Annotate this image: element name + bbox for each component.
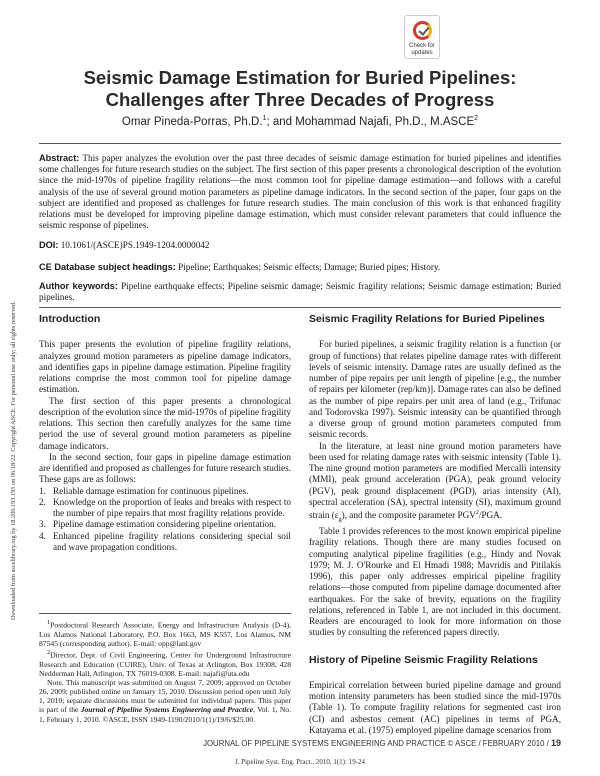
author-1: Omar Pineda-Porras, Ph.D. [121,115,263,128]
abstract-top-rule [39,143,561,144]
abstract [39,153,561,231]
page-number: 19 [550,738,561,748]
ce-headings-label: CE Database subject headings: [39,262,176,272]
download-side-note [4,190,16,620]
citation-line: J. Pipeline Syst. Eng. Pract., 2010, 1(1): 19-24 [234,758,366,766]
introduction-heading: Introduction [39,313,101,325]
history-heading: History of Pipeline Seismic Fragility Relations [309,653,538,666]
journal-footer [39,738,561,748]
footnote-1: $^1$Postdoctoral Research Associate, Energy and Infrastructure Analysis (D-4), Los Alamos National Laboratory, P.O. Box 1663, MS K557, Los Alamos, NM 87545 (corresponding author). E-mail: opp@lanl.gov [39,619,291,648]
intro-paragraph-1: This paper presents the evolution of pipeline fragility relations, analyzes ground motion parameters as pipeline damage indicators, and identifies gaps in pipeline damage estimation. Pipeline fragility relations comprise the most common tool for pipeline damage estimation. [39,339,291,395]
gaps-list [39,486,291,554]
right-column [309,314,561,736]
doi-link[interactable]: 10.1061/(ASCE)PS.1949-1204.0000042 [60,240,210,250]
list-item: 4. Enhanced pipeline fragility relations considering special soil and wave propagation conditions. [39,530,291,552]
footnotes [39,618,291,724]
fragility-relations-heading: Seismic Fragility Relations for Buried Pipelines [309,313,545,325]
keywords-label: Author keywords: [39,281,118,291]
intro-paragraph-3: In the second section, four gaps in pipeline damage estimation are identified and proposed as challenges for future research studies. These gaps are as follows: [39,451,291,485]
abstract-text: This paper analyzes the evolution over the past three decades of seismic damage estimation for buried pipelines and identifies some challenges for future research studies on the subject. The first section of this paper presents a chronological description of the evolution since the mid-1970s of pipeline fragility relations—the most common tool for pipeline damage estimation—and follows with a careful analysis of the use of several ground motion parameters as pipeline damage indicators. In the second section of the paper, four gaps on the subject are identified and proposed as challenges for future research studies. The main conclusion of this work is that enhanced fragility relations must be developed for improving pipeline damage estimation, which must consider relevant parameters that could influence the seismic response of pipelines. [39,153,561,231]
journal-footer-text: JOURNAL OF PIPELINE SYSTEMS ENGINEERING AND PRACTICE © ASCE / FEBRUARY 2010 / [203,739,551,748]
keywords-bottom-rule [39,307,561,308]
check-updates-icon [413,21,432,40]
paper-title: Seismic Damage Estimation for Buried Pipelines: Challenges after Three Decades of Progress [83,67,517,110]
author-2-affil: 2 [474,115,479,122]
list-item: 3. Pipeline damage estimation considering pipeline orientation. [39,519,276,530]
check-for-updates-badge[interactable] [404,15,440,59]
footnote-2: $^2$Director, Dept. of Civil Engineering, Center for Underground Infrastructure Research and Education (CUIRE), Univ. of Texas at Arlington, Box 19308, 428 Nedderman Hall, Arlington, TX 76019-0308. E-mail: najafi@uta.edu [39,649,291,678]
author-2: ; and Mohammad Najafi, Ph.D., M.ASCE [266,115,475,128]
fragility-paragraph-2: In the literature, at least nine ground motion parameters have been used for relating damage rates with seismic intensity (Table 1). The nine ground motion parameters are modified Mercalli intensity (MMI), peak ground acceleration (PGA), peak ground velocity (PGV), peak ground displacement (PGD), arias intensity (AI), spectral acceleration (SA), spectral intensity (SI), maximum ground strain $(\varepsilon_g)$, and the composite parameter PGV$^2$/PGA. [309,440,561,523]
ce-subject-headings [39,262,561,273]
abstract-label: Abstract: [39,153,80,163]
badge-line2: updates [411,50,433,56]
doi-line [39,240,561,251]
list-item: 1. Reliable damage estimation for continuous pipelines. [39,485,249,496]
manuscript-note: Note. This manuscript was submitted on August 7, 2009; approved on October 26, 2009; published online on January 15, 2010. Discussion period open until July 1, 2010; separate discussions must be submitted for individual papers. This paper is part of the Journal of Pipeline Systems Engineering and Practice, Vol. 1, No. 1, February 1, 2010. ©ASCE, ISSN 1949-1190/2010/1(1)/19/6/$25.00. [39,678,291,724]
ce-headings-text: Pipeline; Earthquakes; Seismic effects; Damage; Buried pipes; History. [178,262,441,272]
author-keywords [39,281,561,303]
author-1-affil: 1 [262,115,267,122]
left-column [39,314,291,553]
history-paragraph-1: Empirical correlation between buried pipeline damage and ground motion intensity parameters has been studied since the mid-1970s (Table 1). To compute fragility relations for segmented cast iron (CI) and asbestos cement (AC) pipelines in terms of PGA, Katayama et al. (1975) employed pipeline damage scenarios from [309,679,561,735]
fragility-paragraph-1: For buried pipelines, a seismic fragility relation is a function (or group of functions) that relates pipeline damage rates with different levels of seismic intensity. Damage rates are usually defined as the number of pipe repairs per unit length of pipeline [e.g., the number of repairs per kilometer (rep/km)]. Damage rates can also be defined as the number of pipe repairs per unit area of land (e.g., Trifunac and Todorovska 1997). Seismic intensity can be quantified through a diverse group of ground motion parameters computed from seismic records. [309,339,561,440]
footnote-rule [39,613,291,614]
list-item: 2. Knowledge on the proportion of leaks and breaks with respect to the number of pipe repairs that most fragility relations provide. [39,496,291,518]
keywords-text: Pipeline earthquake effects; Pipeline seismic damage; Seismic fragility relations; Seismic damage estimation; Buried pipelines. [39,281,561,303]
download-notice-text: Downloaded from ascelibrary.org by 18.206.193.195 on 06/18/22. Copyright ASCE. For personal use only; all rights reserved. [10,301,17,620]
doi-label: DOI: [39,240,59,250]
fragility-paragraph-3: Table 1 provides references to the most known empirical pipeline fragility relations. Though there are many studies focused on computing analytical pipeline fragilities (e.g., Hindy and Novak 1979; M. J. O'Rourke and El Hmadi 1988; Mavridis and Pitilakis 1996), this paper only addresses empirical pipeline fragility relations—those computed from pipeline damage documented after earthquakes. For the sake of brevity, equations on the fragility relations, referenced in Table 1, are not included in this document. Readers are encouraged to look for more information on those studies by consulting the referenced papers directly. [309,526,561,638]
intro-paragraph-2: The first section of this paper presents a chronological description of the evolution since the mid-1970s of pipeline fragility relations. This section then carefully analyzes for the same time period the use of several ground motion parameters as pipeline damage indicators. [39,395,291,451]
badge-line1: Check for [409,43,435,49]
author-line [40,115,560,128]
